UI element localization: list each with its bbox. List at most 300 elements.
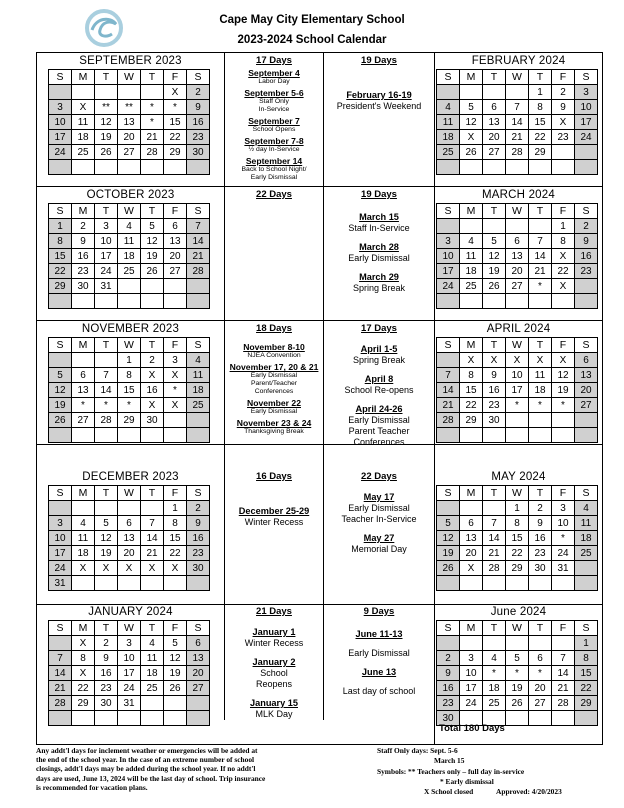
month-title: FEBRUARY 2024: [471, 55, 566, 67]
day-cell: 18: [529, 383, 552, 398]
month-title: SEPTEMBER 2023: [79, 55, 182, 67]
event-date: September 7: [248, 116, 300, 126]
day-cell: 7: [483, 516, 506, 531]
footer-note-line: is recommended for vacation plans.: [36, 782, 148, 792]
event-description: Early Dismissal: [348, 415, 410, 425]
day-cell: 16: [141, 383, 164, 398]
day-cell: *: [506, 666, 529, 681]
weekday-label: M: [72, 621, 95, 636]
day-cell: 6: [72, 368, 95, 383]
event-description: Winter Recess: [244, 517, 304, 527]
school-days-count: 9 Days: [363, 606, 395, 617]
day-cell: 28: [141, 145, 164, 160]
event-description: Early Dismissal: [250, 174, 298, 181]
day-cell: 10: [552, 516, 575, 531]
day-cell: X: [141, 398, 164, 413]
day-cell: [72, 711, 95, 726]
weekday-label: S: [49, 338, 72, 353]
event-date: November 17, 20 & 21: [229, 362, 319, 372]
day-cell: [529, 711, 552, 726]
weekday-label: M: [72, 204, 95, 219]
day-cell: [483, 294, 506, 309]
weekday-label: T: [483, 204, 506, 219]
day-cell: 22: [164, 546, 187, 561]
footer-note: [36, 746, 296, 792]
week-row: [437, 636, 598, 651]
day-cell: 13: [506, 249, 529, 264]
day-cell: 17: [49, 130, 72, 145]
week-row: [437, 353, 598, 368]
weekday-label: S: [49, 204, 72, 219]
dec-events: [225, 471, 323, 536]
day-cell: 14: [483, 531, 506, 546]
day-cell: [95, 353, 118, 368]
day-cell: 27: [529, 696, 552, 711]
day-cell: 30: [72, 279, 95, 294]
day-cell: **: [118, 100, 141, 115]
day-cell: 21: [141, 546, 164, 561]
school-days-count: 21 Days: [256, 606, 292, 617]
event-description: Winter Recess: [244, 638, 304, 648]
day-cell: 12: [164, 651, 187, 666]
event-date: September 5-6: [244, 88, 304, 98]
day-cell: [72, 428, 95, 443]
day-cell: 30: [187, 561, 210, 576]
event-date: November 8-10: [243, 342, 305, 352]
month-title: MARCH 2024: [482, 189, 555, 201]
day-cell: 27: [187, 681, 210, 696]
weekday-label: T: [483, 338, 506, 353]
day-cell: 13: [118, 115, 141, 130]
day-cell: 14: [141, 531, 164, 546]
day-cell: X: [552, 353, 575, 368]
event-date: February 16-19: [346, 90, 412, 100]
day-cell: 27: [118, 145, 141, 160]
day-cell: 19: [95, 130, 118, 145]
footer-note-line: days are used, June 13, 2024 will be the last day of school. Trip insurance: [36, 773, 266, 783]
day-cell: 23: [575, 264, 598, 279]
day-cell: [506, 711, 529, 726]
day-cell: 4: [483, 651, 506, 666]
day-cell: 11: [437, 115, 460, 130]
day-cell: 12: [95, 531, 118, 546]
day-cell: 18: [483, 681, 506, 696]
event-description: Early Dismissal: [348, 253, 410, 263]
day-cell: 13: [118, 531, 141, 546]
day-cell: *: [164, 100, 187, 115]
may-events: [324, 471, 434, 563]
day-cell: 21: [506, 130, 529, 145]
weekday-label: M: [460, 204, 483, 219]
day-cell: [95, 294, 118, 309]
week-row: [49, 681, 210, 696]
event-description: Parent/Teacher: [250, 380, 298, 387]
day-cell: 16: [187, 115, 210, 130]
day-cell: *: [529, 398, 552, 413]
event-item: [225, 342, 323, 360]
day-cell: 13: [164, 234, 187, 249]
feb-events: [324, 55, 434, 120]
week-row: [49, 294, 210, 309]
column-divider: [434, 52, 435, 745]
week-row: [437, 249, 598, 264]
event-date: May 17: [363, 492, 395, 502]
mar-events: [324, 189, 434, 302]
day-cell: [141, 85, 164, 100]
day-cell: 24: [552, 546, 575, 561]
day-cell: 17: [118, 666, 141, 681]
event-description: Memorial Day: [351, 544, 407, 554]
day-cell: 13: [72, 383, 95, 398]
day-cell: 1: [575, 636, 598, 651]
day-cell: 18: [575, 531, 598, 546]
day-cell: 5: [95, 516, 118, 531]
day-cell: 7: [506, 100, 529, 115]
week-row: [49, 651, 210, 666]
week-row: [437, 219, 598, 234]
month-grid: [48, 69, 210, 175]
day-cell: [141, 501, 164, 516]
event-date: September 14: [245, 156, 303, 166]
event-date: September 4: [248, 68, 300, 78]
event-item: [324, 344, 434, 366]
day-cell: 23: [187, 546, 210, 561]
week-row: [437, 145, 598, 160]
day-cell: X: [164, 368, 187, 383]
day-cell: 28: [187, 264, 210, 279]
day-cell: 25: [118, 264, 141, 279]
week-row: [49, 219, 210, 234]
day-cell: 29: [575, 696, 598, 711]
day-cell: 28: [95, 413, 118, 428]
day-cell: 9: [187, 516, 210, 531]
day-cell: [529, 294, 552, 309]
day-cell: 24: [460, 696, 483, 711]
day-cell: 16: [72, 249, 95, 264]
day-cell: [529, 219, 552, 234]
week-row: [437, 428, 598, 443]
day-cell: 23: [72, 264, 95, 279]
event-description: School: [260, 668, 288, 678]
day-cell: [118, 294, 141, 309]
day-cell: [141, 576, 164, 591]
week-row: [49, 398, 210, 413]
day-cell: 15: [506, 531, 529, 546]
day-cell: 11: [460, 249, 483, 264]
day-cell: X: [118, 561, 141, 576]
day-cell: 2: [187, 501, 210, 516]
weekday-label: T: [483, 70, 506, 85]
day-cell: [575, 145, 598, 160]
weekday-label: T: [95, 70, 118, 85]
day-cell: [529, 576, 552, 591]
weekday-label: F: [164, 338, 187, 353]
day-cell: 30: [187, 145, 210, 160]
weekday-label: W: [506, 70, 529, 85]
day-cell: 23: [437, 696, 460, 711]
day-cell: [95, 160, 118, 175]
symbol-school-closed: X School closed: [424, 787, 474, 796]
day-cell: 4: [118, 219, 141, 234]
day-cell: 20: [483, 130, 506, 145]
day-cell: [552, 160, 575, 175]
event-item: [225, 657, 323, 690]
day-cell: [164, 294, 187, 309]
day-cell: 24: [49, 561, 72, 576]
weekday-label: T: [141, 338, 164, 353]
week-row: [49, 145, 210, 160]
day-cell: X: [164, 561, 187, 576]
event-description: Early Dismissal: [250, 372, 298, 379]
week-row: [49, 264, 210, 279]
day-cell: [506, 413, 529, 428]
week-row: [437, 651, 598, 666]
day-cell: *: [529, 279, 552, 294]
day-cell: 31: [552, 561, 575, 576]
event-description: Spring Break: [352, 355, 406, 365]
day-cell: [437, 353, 460, 368]
week-row: [437, 546, 598, 561]
event-description: Labor Day: [258, 78, 290, 85]
day-cell: [72, 576, 95, 591]
day-cell: 3: [118, 636, 141, 651]
month-grid: [436, 337, 598, 443]
day-cell: 2: [187, 85, 210, 100]
event-item: [324, 533, 434, 555]
day-cell: [460, 501, 483, 516]
day-cell: 6: [575, 353, 598, 368]
day-cell: [118, 711, 141, 726]
day-cell: [164, 711, 187, 726]
day-cell: [575, 160, 598, 175]
day-cell: [460, 219, 483, 234]
weekday-label: T: [529, 70, 552, 85]
event-item: [324, 667, 434, 678]
footer-note-line: the end of the school year. In the case of an extreme number of school: [36, 755, 255, 765]
event-date: November 23 & 24: [236, 418, 312, 428]
month-title: MAY 2024: [491, 471, 546, 483]
day-cell: [483, 219, 506, 234]
day-cell: 8: [529, 100, 552, 115]
month-title: APRIL 2024: [486, 323, 551, 335]
day-cell: [437, 576, 460, 591]
weekday-label: T: [95, 621, 118, 636]
month-grid: [48, 203, 210, 309]
day-cell: 13: [460, 531, 483, 546]
week-row: [49, 561, 210, 576]
weekday-label: W: [506, 338, 529, 353]
day-cell: 5: [483, 234, 506, 249]
month-grid: [436, 485, 598, 591]
calendar-year-title: 2023-2024 School Calendar: [237, 34, 387, 46]
event-date: April 1-5: [360, 344, 398, 354]
school-days-count: 17 Days: [256, 55, 292, 66]
weekday-label: W: [118, 70, 141, 85]
day-cell: *: [552, 398, 575, 413]
day-cell: [575, 561, 598, 576]
day-cell: 8: [164, 516, 187, 531]
day-cell: 27: [164, 264, 187, 279]
week-row: [49, 413, 210, 428]
day-cell: 7: [49, 651, 72, 666]
weekday-label: F: [164, 621, 187, 636]
week-row: [49, 576, 210, 591]
month-grid: [436, 620, 598, 726]
day-cell: 17: [506, 383, 529, 398]
day-cell: [118, 501, 141, 516]
week-row: [49, 85, 210, 100]
day-cell: [95, 85, 118, 100]
staff-only-days-2: March 15: [434, 756, 465, 765]
weekday-label: S: [187, 486, 210, 501]
day-cell: [552, 576, 575, 591]
day-cell: [141, 294, 164, 309]
day-cell: 10: [575, 100, 598, 115]
day-cell: 2: [95, 636, 118, 651]
day-cell: 15: [460, 383, 483, 398]
day-cell: 15: [118, 383, 141, 398]
staff-only-days: Staff Only days: Sept. 5-6: [377, 746, 458, 755]
school-days-count: 22 Days: [256, 189, 292, 200]
weekday-label: S: [187, 70, 210, 85]
day-cell: 10: [118, 651, 141, 666]
day-cell: 28: [437, 413, 460, 428]
day-cell: [575, 279, 598, 294]
week-row: [49, 501, 210, 516]
day-cell: [72, 294, 95, 309]
day-cell: 7: [552, 651, 575, 666]
week-row: [49, 546, 210, 561]
week-row: [49, 234, 210, 249]
day-cell: X: [506, 353, 529, 368]
day-cell: 15: [164, 115, 187, 130]
day-cell: 7: [437, 368, 460, 383]
day-cell: 16: [187, 531, 210, 546]
event-description: Staff Only: [259, 98, 289, 105]
day-cell: 15: [49, 249, 72, 264]
day-cell: X: [164, 398, 187, 413]
week-row: [49, 531, 210, 546]
day-cell: [437, 160, 460, 175]
day-cell: [460, 636, 483, 651]
symbol-early-dismissal: * Early dismissal: [440, 777, 494, 786]
jun-events: [324, 606, 434, 705]
day-cell: [118, 576, 141, 591]
day-cell: X: [141, 561, 164, 576]
day-cell: 4: [72, 516, 95, 531]
day-cell: 11: [118, 234, 141, 249]
day-cell: 18: [187, 383, 210, 398]
day-cell: [483, 85, 506, 100]
week-row: [437, 100, 598, 115]
day-cell: [118, 279, 141, 294]
day-cell: [506, 85, 529, 100]
day-cell: 27: [575, 398, 598, 413]
day-cell: 22: [72, 681, 95, 696]
day-cell: 26: [460, 145, 483, 160]
day-cell: 29: [118, 413, 141, 428]
day-cell: 11: [529, 368, 552, 383]
weekday-label: S: [437, 486, 460, 501]
month-title: OCTOBER 2023: [86, 189, 175, 201]
day-cell: 6: [483, 100, 506, 115]
day-cell: [552, 636, 575, 651]
day-cell: *: [141, 115, 164, 130]
day-cell: [72, 353, 95, 368]
day-cell: 9: [529, 516, 552, 531]
event-date: April 24-26: [355, 404, 403, 414]
weekday-label: M: [72, 338, 95, 353]
day-cell: X: [72, 561, 95, 576]
day-cell: 1: [118, 353, 141, 368]
day-cell: 22: [529, 130, 552, 145]
weekday-label: S: [437, 70, 460, 85]
week-row: [437, 696, 598, 711]
month-title: NOVEMBER 2023: [81, 323, 180, 335]
day-cell: [164, 428, 187, 443]
school-days-count: 22 Days: [361, 471, 397, 482]
day-cell: 2: [529, 501, 552, 516]
week-row: [437, 264, 598, 279]
day-cell: [49, 501, 72, 516]
week-row: [49, 249, 210, 264]
day-cell: 26: [483, 279, 506, 294]
weekday-label: S: [575, 338, 598, 353]
day-cell: [72, 501, 95, 516]
day-cell: 24: [118, 681, 141, 696]
month-grid: [48, 620, 210, 726]
day-cell: 10: [95, 234, 118, 249]
day-cell: 6: [506, 234, 529, 249]
week-row: [437, 398, 598, 413]
event-description: Thanksgiving Break: [244, 428, 304, 435]
day-cell: 15: [529, 115, 552, 130]
day-cell: [187, 576, 210, 591]
month-grid: [48, 337, 210, 443]
day-cell: X: [552, 279, 575, 294]
day-cell: 14: [187, 234, 210, 249]
day-cell: 19: [164, 666, 187, 681]
day-cell: [437, 219, 460, 234]
day-cell: 25: [437, 145, 460, 160]
weekday-label: W: [118, 486, 141, 501]
day-cell: 30: [95, 696, 118, 711]
weekday-label: T: [529, 621, 552, 636]
day-cell: [95, 711, 118, 726]
event-date: March 15: [359, 212, 399, 222]
day-cell: 11: [187, 368, 210, 383]
day-cell: 2: [72, 219, 95, 234]
day-cell: [575, 576, 598, 591]
weekday-label: W: [118, 204, 141, 219]
day-cell: [483, 160, 506, 175]
week-row: [49, 428, 210, 443]
event-description: Conferences: [353, 437, 405, 447]
day-cell: 25: [141, 681, 164, 696]
weekday-label: T: [483, 621, 506, 636]
event-item: [324, 629, 434, 640]
school-days-count: 16 Days: [256, 471, 292, 482]
day-cell: [118, 85, 141, 100]
day-cell: 7: [95, 368, 118, 383]
week-row: [49, 711, 210, 726]
day-cell: 19: [483, 264, 506, 279]
event-item: [324, 90, 434, 112]
day-cell: 2: [437, 651, 460, 666]
day-cell: 24: [95, 264, 118, 279]
day-cell: [95, 501, 118, 516]
day-cell: 3: [575, 85, 598, 100]
